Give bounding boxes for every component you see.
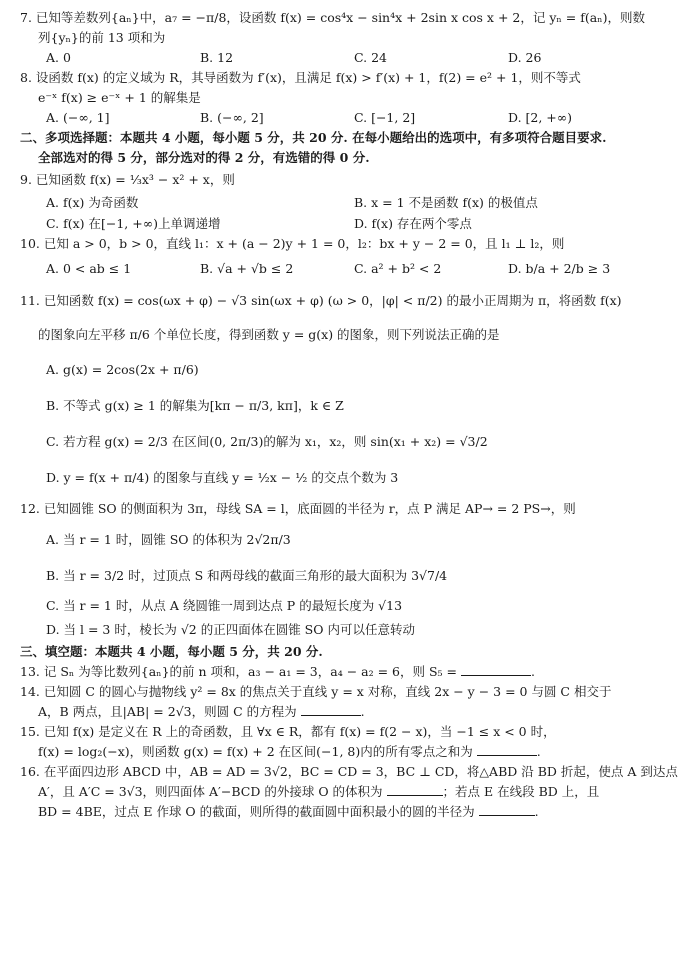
question-16-stem-line-2: [20, 782, 678, 802]
option-c: C. 当 r = 1 时，从点 A 绕圆锥一周到达点 P 的最短长度为 √13: [46, 598, 403, 613]
section-2-heading-line-2: 全部选对的得 5 分，部分选对的得 2 分，有选错的得 0 分.: [38, 150, 370, 165]
question-10: [20, 234, 678, 284]
question-10-stem: 10. 已知 a > 0，b > 0，直线 l₁：x + (a − 2)y + 1 = 0，l₂：bx + y − 2 = 0，且 l₁ ⊥ l₂，则: [20, 236, 565, 251]
answer-blank[interactable]: [301, 703, 361, 716]
question-13-period: .: [530, 664, 535, 679]
question-11: [20, 284, 678, 496]
option-d: D. f(x) 存在两个零点: [354, 216, 472, 231]
question-14-stem-line-1: 14. 已知圆 C 的圆心与抛物线 y² = 8x 的焦点关于直线 y = x 对称，直线 2x − y − 3 = 0 与圆 C 相交于: [20, 684, 612, 699]
question-15-stem-line-2: [20, 742, 678, 762]
question-9-stem: 9. 已知函数 f(x) = ⅓x³ − x² + x，则: [20, 172, 235, 187]
question-7-stem-line-2: 列{yₙ}的前 13 项和为: [38, 30, 166, 45]
question-16-period: .: [534, 804, 539, 819]
option-a: A. f(x) 为奇函数: [46, 195, 139, 210]
option-d: D. b/a + 2/b ≥ 3: [508, 261, 611, 276]
question-9-options-row-2: [20, 213, 678, 234]
option-d: D. [2, +∞): [508, 110, 573, 125]
question-9-options-row-1: [20, 192, 678, 213]
question-14-stem-line-2: [20, 702, 678, 722]
question-15-stem-line-1: 15. 已知 f(x) 是定义在 R 上的奇函数，且 ∀x ∈ R，都有 f(x) = f(2 − x)，当 −1 ≤ x < 0 时，: [20, 724, 556, 739]
question-11-stem-line-2: 的图象向左平移 π/6 个单位长度，得到函数 y = g(x) 的图象，则下列说法正确的是: [38, 327, 500, 342]
question-12-stem: 12. 已知圆锥 SO 的侧面积为 3π，母线 SA = l，底面圆的半径为 r，点 P 满足 AP→ = 2 PS→，则: [20, 501, 576, 516]
option-b: B. x = 1 不是函数 f(x) 的极值点: [354, 195, 538, 210]
option-a: A. 当 r = 1 时，圆锥 SO 的体积为 2√2π/3: [46, 532, 291, 547]
option-b: B. √a + √b ≤ 2: [200, 261, 294, 276]
option-d: D. y = f(x + π/4) 的图象与直线 y = ½x − ½ 的交点个数为 3: [46, 470, 399, 485]
question-14-text: A，B 两点，且|AB| = 2√3，则圆 C 的方程为: [38, 704, 297, 719]
option-c: C. f(x) 在[−1, +∞)上单调递增: [46, 216, 221, 231]
question-16: [20, 762, 678, 822]
option-d: D. 26: [508, 50, 542, 65]
question-7: [20, 8, 678, 68]
option-c: C. 24: [354, 50, 387, 65]
question-16-stem-line-1: 16. 在平面四边形 ABCD 中，AB = AD = 3√2，BC = CD = 3，BC ⊥ CD，将△ABD 沿 BD 折起，使点 A 到达点: [20, 764, 678, 779]
question-13-text: 13. 记 Sₙ 为等比数列{aₙ}的前 n 项和，a₃ − a₁ = 3，a₄ − a₂ = 6，则 S₅ =: [20, 664, 457, 679]
question-7-stem-line-1: 7. 已知等差数列{aₙ}中，a₇ = −π/8，设函数 f(x) = cos⁴x − sin⁴x + 2sin x cos x + 2，记 yₙ = f(aₙ)，则数: [20, 10, 645, 25]
option-c: C. 若方程 g(x) = 2/3 在区间(0, 2π/3)的解为 x₁，x₂，则 sin(x₁ + x₂) = √3/2: [46, 434, 488, 449]
option-b: B. 12: [200, 50, 234, 65]
answer-blank-2[interactable]: [479, 803, 535, 816]
option-b: B. (−∞, 2]: [200, 110, 264, 125]
option-a: A. 0: [46, 50, 71, 65]
option-b: B. 当 r = 3/2 时，过顶点 S 和两母线的截面三角形的最大面积为 3√7/4: [46, 568, 448, 583]
option-b: B. 不等式 g(x) ≥ 1 的解集为[kπ − π/3, kπ]，k ∈ Z: [46, 398, 344, 413]
question-16-text-c: BD = 4BE，过点 E 作球 O 的截面，则所得的截面圆中面积最小的圆的半径为: [38, 804, 475, 819]
answer-blank-1[interactable]: [387, 783, 443, 796]
section-2-heading-line-1: 二、多项选择题：本题共 4 小题，每小题 5 分，共 20 分. 在每小题给出的选项中，有多项符合题目要求.: [20, 130, 607, 145]
question-11-stem-line-1: 11. 已知函数 f(x) = cos(ωx + φ) − √3 sin(ωx + φ) (ω > 0，|φ| < π/2) 的最小正周期为 π，将函数 f(x): [20, 293, 622, 308]
question-8: [20, 68, 678, 128]
answer-blank[interactable]: [477, 743, 537, 756]
question-14-period: .: [360, 704, 365, 719]
question-8-stem-line-2: e⁻ˣ f(x) ≥ e⁻ˣ + 1 的解集是: [38, 90, 201, 105]
question-15-period: .: [536, 744, 541, 759]
question-9: [20, 168, 678, 234]
question-16-text-a: A′，且 A′C = 3√3，则四面体 A′−BCD 的外接球 O 的体积为: [38, 784, 383, 799]
question-10-options: [20, 254, 678, 284]
question-15: [20, 722, 678, 762]
question-14: [20, 682, 678, 722]
section-3-heading: 三、填空题：本题共 4 小题，每小题 5 分，共 20 分.: [20, 644, 323, 659]
question-15-text: f(x) = log₂(−x)，则函数 g(x) = f(x) + 2 在区间(−1, 8)内的所有零点之和为: [38, 744, 473, 759]
option-a: A. 0 < ab ≤ 1: [46, 261, 132, 276]
option-d: D. 当 l = 3 时，棱长为 √2 的正四面体在圆锥 SO 内可以任意转动: [46, 622, 415, 637]
option-c: C. a² + b² < 2: [354, 261, 442, 276]
option-a: A. (−∞, 1]: [46, 110, 110, 125]
question-7-options: [20, 48, 678, 68]
option-a: A. g(x) = 2cos(2x + π/6): [46, 362, 199, 377]
question-13: [20, 662, 678, 682]
question-16-stem-line-3: [20, 802, 678, 822]
section-2-heading: [20, 128, 678, 168]
question-8-options: [20, 108, 678, 128]
question-8-stem-line-1: 8. 设函数 f(x) 的定义域为 R，其导函数为 f′(x)，且满足 f(x) > f′(x) + 1，f(2) = e² + 1，则不等式: [20, 70, 581, 85]
answer-blank[interactable]: [461, 663, 531, 676]
question-16-text-b: ；若点 E 在线段 BD 上，且: [442, 784, 600, 799]
option-c: C. [−1, 2]: [354, 110, 416, 125]
question-12: [20, 496, 678, 642]
